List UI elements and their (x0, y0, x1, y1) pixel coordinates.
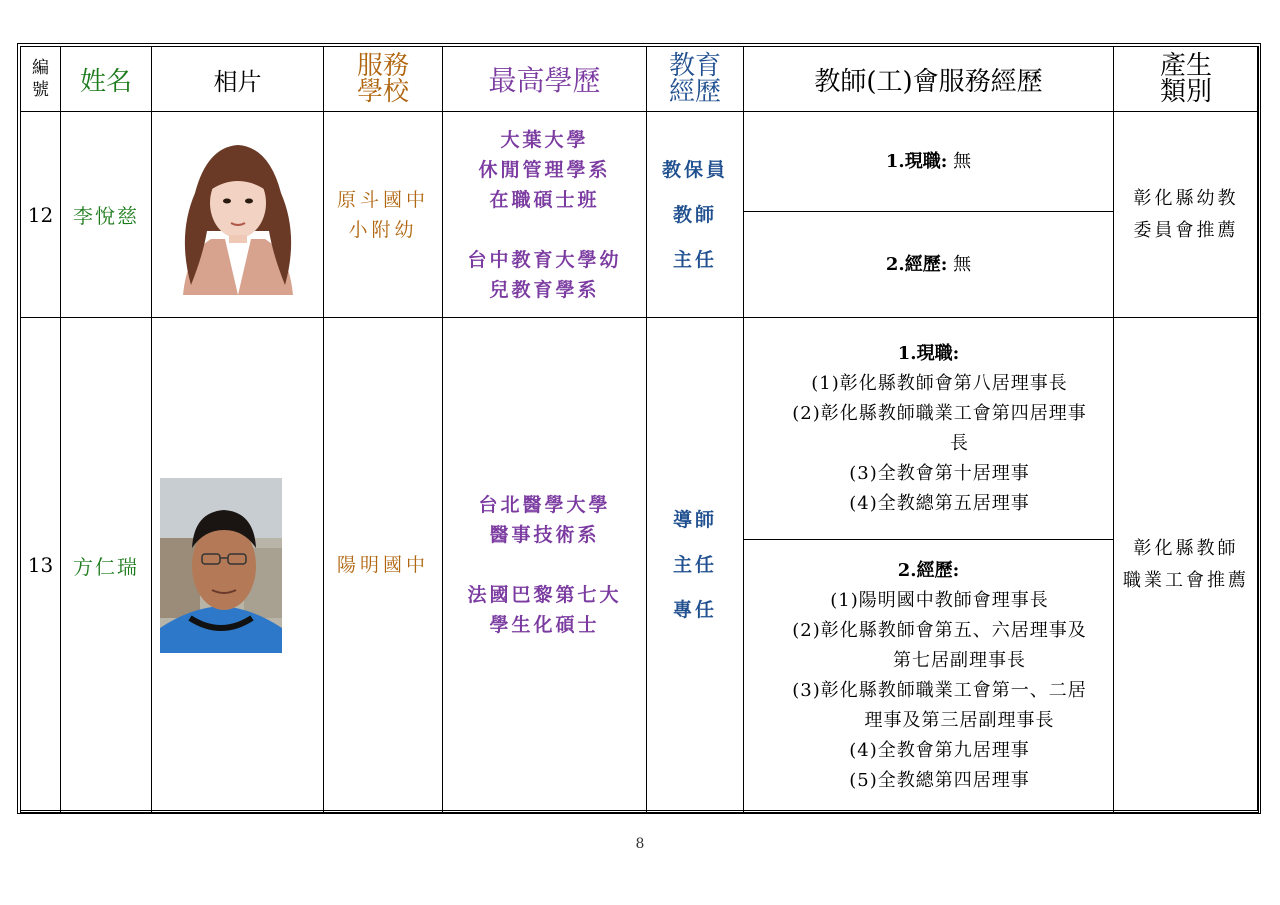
header-number-line-2: 號 (32, 80, 49, 100)
row-number: 12 (21, 112, 61, 318)
degree-line: 醫事技術系 (489, 524, 600, 546)
education-line: 教保員 (661, 158, 728, 181)
education-cell (647, 318, 744, 813)
header-number (21, 47, 61, 112)
past-experience-cell (744, 540, 1114, 813)
header-category (1114, 47, 1259, 112)
education-line: 教師 (672, 203, 717, 226)
current-position-title: 1.現職: (885, 150, 948, 172)
photo-cell (152, 318, 324, 813)
header-school-line-2: 學校 (356, 77, 409, 107)
header-category-line-2: 類別 (1159, 77, 1212, 107)
degree-spacer (443, 550, 646, 580)
past-experience-item: (5)全教總第四居理事 (849, 770, 1030, 791)
header-degree: 最高學歷 (443, 47, 647, 112)
header-union-experience: 教師(工)會服務經歷 (744, 47, 1114, 112)
candidate-photo (160, 478, 282, 653)
degree-cell (443, 318, 647, 813)
header-name: 姓名 (61, 47, 152, 112)
category-line: 職業工會推薦 (1123, 570, 1249, 591)
candidate-photo (169, 135, 307, 295)
category-line: 彰化縣教師 (1133, 538, 1239, 559)
header-education-line-1: 教育 (668, 51, 721, 81)
header-education-line-2: 經歷 (668, 77, 721, 107)
header-education (647, 47, 744, 112)
candidate-name: 方仁瑞 (61, 318, 152, 813)
school-cell (324, 318, 443, 813)
past-experience-title: 2.經歷: (897, 560, 960, 581)
degree-line: 法國巴黎第七大 (467, 584, 622, 606)
category-line: 彰化縣幼教 (1133, 187, 1239, 209)
school-line: 原斗國中 (336, 188, 429, 211)
degree-line: 大葉大學 (500, 128, 589, 151)
row-number: 13 (21, 318, 61, 813)
past-experience-cell (744, 212, 1114, 318)
degree-line: 兒教育學系 (489, 278, 600, 301)
current-position-item: (2)彰化縣教師職業工會第四居理事 (792, 402, 1087, 424)
current-position-item: (3)全教會第十居理事 (849, 462, 1030, 484)
page-number: 8 (635, 836, 645, 852)
school-line: 小附幼 (348, 218, 418, 241)
past-experience-item: (1)陽明國中教師會理事長 (830, 590, 1049, 611)
degree-line: 學生化碩士 (489, 614, 600, 636)
current-position-item: (4)全教總第五居理事 (849, 492, 1030, 514)
past-experience-item: (3)彰化縣教師職業工會第一、二居 (792, 680, 1087, 701)
current-position-title: 1.現職: (897, 342, 960, 364)
table-row (21, 112, 1259, 212)
category-line: 委員會推薦 (1133, 219, 1239, 241)
category-cell (1114, 318, 1259, 813)
category-cell (1114, 112, 1259, 318)
header-photo: 相片 (152, 47, 324, 112)
degree-line: 台中教育大學幼 (467, 248, 622, 271)
education-line: 導師 (672, 509, 717, 531)
education-cell (647, 112, 744, 318)
education-line: 專任 (672, 599, 717, 621)
current-position-cell (744, 318, 1114, 540)
past-experience-item: (2)彰化縣教師會第五、六居理事及 (792, 620, 1087, 641)
current-position-item: (1)彰化縣教師會第八居理事長 (811, 372, 1068, 394)
table-row (21, 318, 1259, 540)
degree-line: 在職碩士班 (489, 188, 600, 211)
header-number-line-1: 編 (32, 58, 49, 78)
degree-spacer (443, 215, 646, 245)
past-experience-item-continued: 理事及第三居副理事長 (864, 710, 1055, 731)
candidate-name: 李悅慈 (61, 112, 152, 318)
photo-cell (152, 112, 324, 318)
candidate-table (20, 46, 1259, 813)
current-position-cell (744, 112, 1114, 212)
school-line: 陽明國中 (336, 554, 429, 576)
header-school (324, 47, 443, 112)
degree-cell (443, 112, 647, 318)
header-row (21, 47, 1259, 112)
past-experience-item-continued: 第七居副理事長 (893, 650, 1026, 671)
current-position-item-continued: 長 (950, 432, 969, 454)
header-school-line-1: 服務 (356, 51, 409, 81)
education-line: 主任 (672, 248, 717, 271)
school-cell (324, 112, 443, 318)
current-position-value: 無 (953, 150, 972, 172)
past-experience-title: 2.經歷: (885, 253, 948, 275)
past-experience-item: (4)全教會第九居理事 (849, 740, 1030, 761)
past-experience-value: 無 (953, 253, 972, 275)
education-line: 主任 (672, 554, 717, 576)
degree-line: 休閒管理學系 (478, 158, 611, 181)
header-category-line-1: 產生 (1159, 51, 1212, 81)
degree-line: 台北醫學大學 (478, 494, 611, 516)
